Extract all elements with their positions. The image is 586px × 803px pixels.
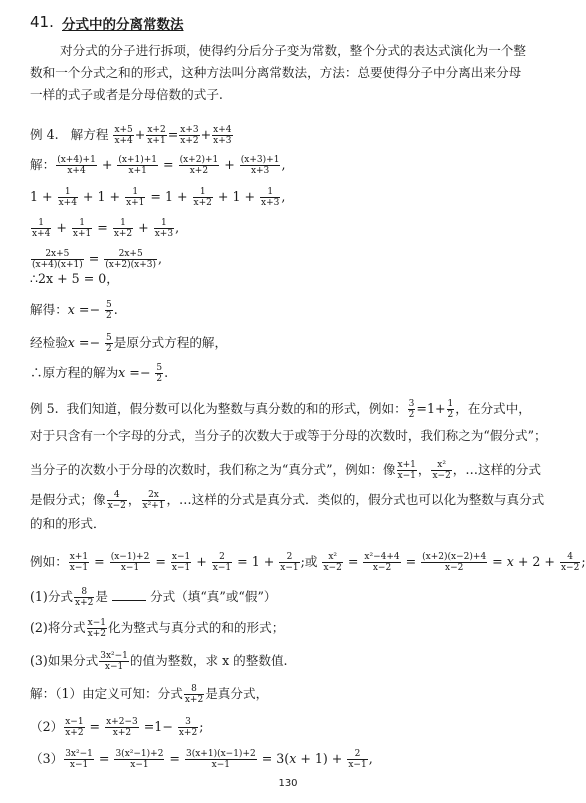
ex5-question-3: (3)如果分式 $\frac{\text{3x²−1}}{x-1}$ 的值为整数，求 x 的整数值. (30, 651, 288, 672)
ex4-prompt: 解方程 (70, 127, 109, 142)
section-title: 分式中的分离常数法 (62, 17, 184, 33)
ex5-solution-2: （2） $\frac{x-1}{x+2}$ = $\frac{x+2-3}{x+2}$ =1− $\frac{3}{x+2}$ ; (30, 717, 204, 738)
ex5-solution-3: （3） $\frac{\text{3x²−1}}{x-1}$ = $\frac{\text{3(x²−1)+2}}{x-1}$ = $\frac{3(x+1)(x-1)+2}{x-1}$ = 3(x + 1) + $\frac{2}{x-1}$ , (30, 749, 373, 770)
page-number: 130 (278, 778, 298, 789)
intro-line-3: 一样的式子或者是分母倍数的式子. (30, 87, 223, 102)
ex4-step-5: ∴2x + 5 = 0， (30, 271, 119, 286)
ex5-line-2: 对于只含有一个字母的分式，当分子的次数大于或等于分母的次数时，我们称之为“假分式”； (30, 428, 547, 443)
fraction: $\frac{x+5}{x+4}$ (114, 125, 133, 146)
ex5-line-4: 是假分式；像 $\frac{4}{x-2}$ ， $\frac{2x}{\text{x²+1}}$ ，…这样的分式是真分式．类似的，假分式也可以化为整数与真分式 (30, 490, 545, 511)
ex4-step-2: 1 + $\frac{1}{x+4}$ + 1 + $\frac{1}{x+1}$ = 1 + $\frac{1}{x+2}$ + 1 + $\frac{1}{x+3}$ , (30, 187, 286, 208)
fraction: $\frac{x+3}{x+2}$ (180, 125, 199, 146)
intro-line-2: 数和一个分式之和的形式，这种方法叫分离常数法，方法：总要使得分子中分离出来分母 (30, 65, 522, 80)
ex5-example: 例如： $\frac{x+1}{x-1}$ = $\frac{(x-1)+2}{x-1}$ = $\frac{x-1}{x-1}$ + $\frac{2}{x-1}$ = 1 + $\frac{2}{x-1}$ ;或 $\frac{\text{x²}}{x-2}$ = $\frac{\text{x²−4+4}}{x-2}$ = $\frac{(x+2)(x-2)+4}{x-2}$ = x + 2 + $\frac{4}{x-2}$ ; (30, 552, 586, 573)
ex5-question-1: (1)分式 $\frac{8}{x+2}$ 是 分式（填“真”或“假”） (30, 587, 277, 608)
ex5-question-2: (2)将分式 $\frac{x-1}{x+2}$ 化为整式与真分式的和的形式； (30, 618, 285, 639)
ex5-solution-1: 解：（1）由定义可知：分式 $\frac{8}{x+2}$ 是真分式， (30, 684, 269, 705)
ex5-line-1: 例 5. 我们知道，假分数可以化为整数与真分数的和的形式，例如： $\frac{3}{2}$ =1+ $\frac{1}{2}$ ，在分式中， (30, 399, 531, 420)
ex4-step-4: $\frac{2x+5}{(x+4)(x+1)}$ = $\frac{2x+5}{(x+2)(x+3)}$ , (32, 249, 163, 270)
ex4-step-1: 解： $\frac{(x+4)+1}{x+4}$ + $\frac{(x+1)+1}{x+1}$ = $\frac{(x+2)+1}{x+2}$ + $\frac{(x+3)+1}{x+3}$ , (30, 155, 286, 176)
intro-line-1: 对分式的分子进行拆项，使得约分后分子变为常数，整个分式的表达式演化为一个整 (60, 43, 526, 58)
ex5-line-3: 当分子的次数小于分母的次数时，我们称之为“真分式”，例如：像 $\frac{x+1}{x-1}$ ， $\frac{\text{x²}}{x-2}$ ，…这样的分式 (30, 460, 541, 481)
fraction: $\frac{x+2}{x+1}$ (147, 125, 166, 146)
ex4-label: 例 4. (30, 127, 59, 142)
fraction: $\frac{x+4}{x+3}$ (213, 125, 232, 146)
ex4-solution-label: 解： (30, 157, 56, 172)
ex5-line-5: 的和的形式． (30, 516, 106, 531)
ex4-final: ∴原方程的解为x =− $\frac{5}{2}$ . (30, 363, 169, 384)
ex4-step-3: $\frac{1}{x+4}$ + $\frac{1}{x+1}$ = $\frac{1}{x+2}$ + $\frac{1}{x+3}$ , (32, 218, 180, 239)
section-number: 41. (30, 13, 54, 31)
answer-blank[interactable] (112, 600, 146, 601)
ex4-problem: 例 4. 解方程 $\frac{x+5}{x+4}$ + $\frac{x+2}{x+1}$ = $\frac{x+3}{x+2}$ + $\frac{x+4}{x+3}$ (30, 125, 232, 146)
ex4-solve: 解得：x =− $\frac{5}{2}$ . (30, 300, 118, 321)
ex4-check: 经检验x =− $\frac{5}{2}$ 是原分式方程的解， (30, 333, 228, 354)
